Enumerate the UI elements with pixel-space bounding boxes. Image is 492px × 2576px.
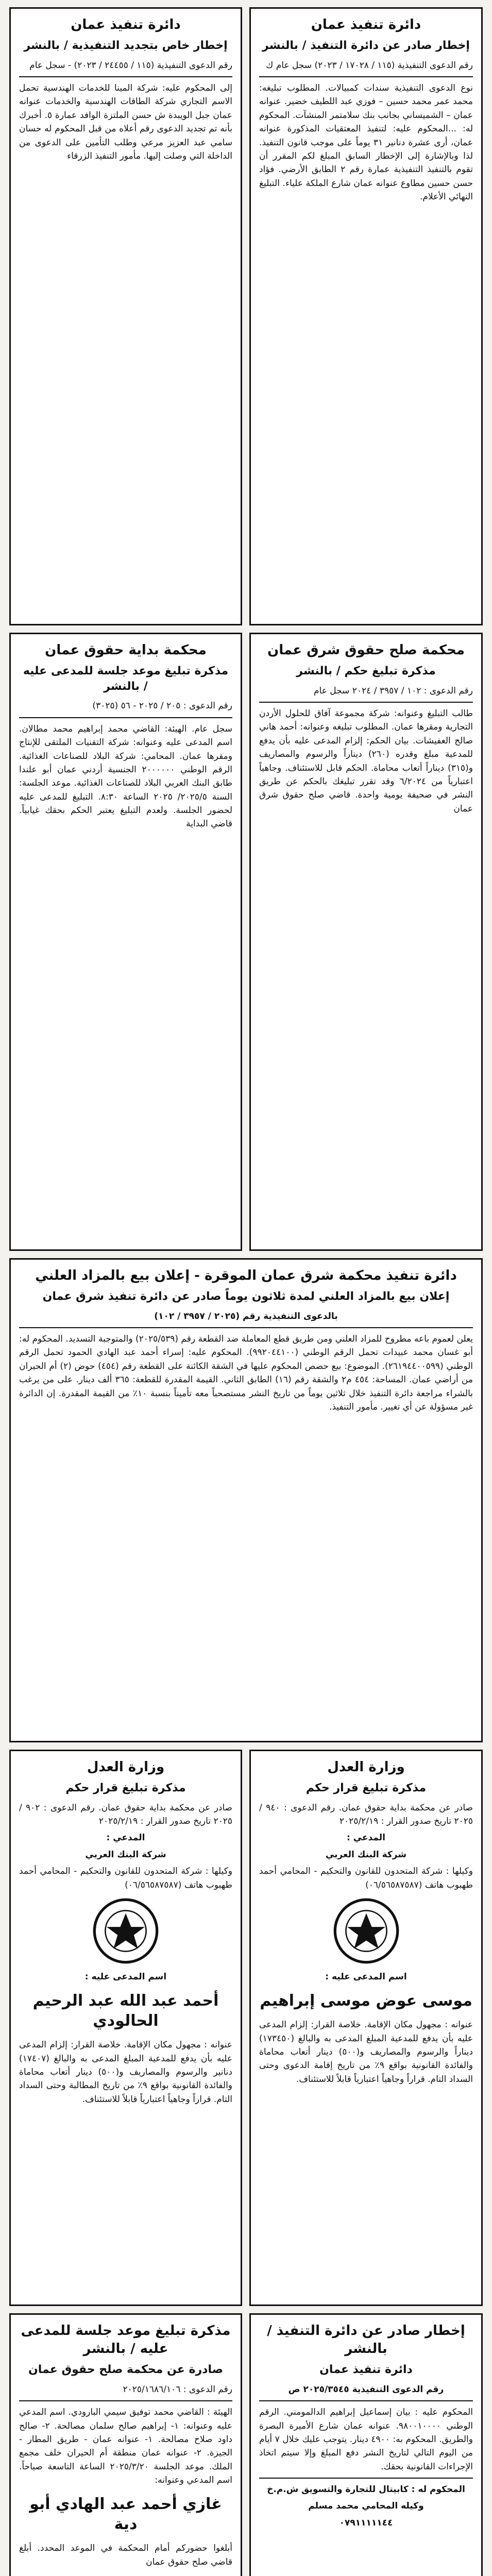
notice-title: مذكرة تبليغ قرار حكم: [306, 1782, 427, 1795]
notice-case-number: رقم الدعوى : ١٠٢ / ٣٩٥٧ / ٢٠٢٤ سجل عام: [314, 685, 473, 696]
notice-header: دائرة تنفيذ محكمة شرق عمان الموقرة - إعلان بيع بالمزاد العلني: [35, 1268, 457, 1283]
row-2: [9, 633, 483, 1251]
notice-title: دائرة تنفيذ عمان: [319, 2363, 413, 2377]
plaintiff-label: المدعي :: [106, 1833, 145, 1843]
notice-enforcement-publishing: [9, 7, 242, 625]
notice-header: دائرة تنفيذ عمان: [311, 17, 421, 32]
notice-body: عنوانه : مجهول مكان الإقامة. خلاصة القرار: إلزام المدعى عليه بأن يدفع للمدعية المبلغ المدعى به والبالغ (١٧٣٤٥٠) ديناراً والرسوم والمصاريف و(٥٠٠) دينار أتعاب محاماة والفائدة القانونية بواقع ٩٪ من تاريخ إقامة الدعوى وحتى السداد التام. قراراً وجاهياً اعتبارياً قابلاً للاستئناف.: [259, 2020, 473, 2084]
notice-body: عنوانه : مجهول مكان الإقامة. خلاصة القرار: إلزام المدعى عليه بأن يدفع للمدعية المبلغ المدعى به والبالغ (١٧٤٠٧) دنانير والرسوم والمصاريف و(٥٠٠) دينار أتعاب محاماة والفائدة القانونية بواقع ٩٪ من تاريخ المطالبة وحتى السداد التام. قراراً وجاهياً اعتبارياً قابلاً للاستئناف.: [19, 2040, 232, 2105]
notice-footer: أبلغوا حضوركم أمام المحكمة في الموعد المحدد. أبلغ قاضي صلح حقوق عمان: [19, 2543, 232, 2567]
beneficiary-name: المحكوم له : كابيتال للتجارة والتسويق ش.م.خ: [267, 2484, 465, 2495]
notice-case-number: رقم الدعوى : ٢٠٥ / ٢٠٢٥ - ٥٦ (٣٠٢٥): [92, 701, 232, 711]
notice-body: المحكوم عليه : بيان إسماعيل إبراهيم الدالمومني. الرقم الوطني ٩٨٠٠١٠٠٠٠. عنوانه عمان شارع الأميرة البصرة والطريق. المحكوم به: ٤٩٠٠ دينار. يتوجب عليك خلال ٧ أيام من اليوم التالي لتاريخ النشر دفع المبلغ وإلا سيتم اتخاذ الإجراءات القانونية بحقك.: [259, 2407, 473, 2472]
notice-case-number: صادر عن محكمة بداية حقوق عمان. رقم الدعوى : ٩٠٢ / ٢٠٢٥ تاريخ صدور القرار : ٢٠٢٥/٢/١٩: [19, 1802, 232, 1827]
defendant-label: اسم المدعى عليه :: [325, 1971, 407, 1982]
defendant-label: اسم المدعى عليه :: [84, 1971, 167, 1982]
divider: [259, 2400, 473, 2401]
divider: [259, 702, 473, 703]
notice-case-number: صادر عن محكمة بداية حقوق عمان. رقم الدعوى : ٩٤٠ / ٢٠٢٥ تاريخ صدور القرار : ٢٠٢٥/٢/١٩: [259, 1802, 473, 1827]
plaintiff-agent: وكيلها : شركة المتحدون للقانون والتحكيم - المحامي أحمد طهبوب هاتف (٠٦/٥٦٥٨٧٥٨٧): [19, 1866, 232, 1890]
notice-header: وزارة العدل: [87, 1759, 165, 1775]
plaintiff-agent: وكيلها : شركة المتحدون للقانون والتحكيم - المحامي أحمد طهبوب هاتف (٠٦/٥٦٥٨٧٥٨٧): [259, 1866, 473, 1890]
beneficiary-agent: وكيله المحامي محمد مسلم: [308, 2501, 424, 2512]
divider: [259, 76, 473, 77]
notice-body: يعلن لعموم باعه مطروح للمزاد العلني ومن طريق قطع المعاملة ضد القطعة رقم (٢٠٢٥/٥٣٩) والمتوجبة التسديد. المحكوم له: أبو غسان محمد عبيدات تحمل الرقم الوطني (٩٩٢٠٤٤١٠٠). المحكوم عليه: إسراء أحمد عبد الهادي الحمود تحمل الرقم الوطني (٢٦١٩٤٤٠٠٥٩٩). الموضوع: بيع حصص المحكوم عليها في الشقة الكائنة على القطعة رقم (٤٥٤) حوض (٢) أم الحيران من أراضي عمان. المساحة: ٤٥٤ م٢ والشقة رقم (١٦) الطابق الثاني. القيمة المقدرة للقطعة: ٣٦٥ ألف دينار. على من يرغب بالشراء مراجعة دائرة التنفيذ خلال ثلاثين يوماً من تاريخ النشر مستصحباً معه تأميناً بنسبة ١٠٪ من القيمة المقدرة. إن الدائرة غير مسؤولة عن أي تغيير. مأمور التنفيذ.: [19, 1334, 473, 1412]
notice-body: الهيئة : القاضي محمد توفيق سيمي البارودي. اسم المدعي عليه وعنوانه: ١- إبراهيم صالح سلمان مصالحة. ٢- صالح داود صلاح مصالحة. ١- عنوانه عمان - طريق المطار - الجيزة. ٢- عنوانه عمان منطقة أم الحيران خلف مجمع الملك. موعد الجلسة ٢٠٢٥/٣/٢٠ الساعة التاسعة صباحاً. اسم المدعي وعنوانه:: [19, 2407, 233, 2485]
notice-title: إخطار صادر عن دائرة التنفيذ / بالنشر: [262, 39, 470, 53]
notice-enforcement-amman: [249, 7, 483, 625]
notice-enforcement-capital: [249, 2313, 483, 2576]
notice-body: طالب التبليغ وعنوانه: شركة مجموعة آفاق للحلول الأردن التجارية ومقرها عمان. المطلوب تبليغه وعنوانه: أحمد هاني صالح العفيشات. بيان الحكم: إلزام المدعى عليه بأن يدفع للمدعية مبلغ وقدره (٢٦٠) ديناراً والرسوم والمصاريف و(٣١٥) ديناراً أتعاب محاماة. الحكم قابل للاستئناف. وجاهياً اعتبارياً من ٦/٢٠٢٤ وقد تقرر تبليغك بالحكم عن طريق النشر في صحيفة يومية واحدة. قاضي صلح حقوق شرق عمان: [259, 708, 473, 814]
beneficiary-phone: ٠٧٩١١١١١٤٤: [339, 2517, 393, 2528]
notice-judgment-east-amman: [249, 633, 483, 1251]
notice-body: إلى المحكوم عليه: شركة المينا للخدمات الهندسية تحمل الاسم التجاري شركة الطاقات الهندسية والخدمات عنوانه عمان جبل الويبدة ش حسن الملتزة الوافد عمارة ٥. أخبرك بأنه تم تجديد الدعوى رقم أعلاه من قبل المحكوم له حسان سامي عبد العزيز مرعي وطلب التأمين على الدعوى من الداخلة التي وصلت إليها. مأمور التنفيذ الزرقاء: [19, 83, 233, 161]
notice-body: نوع الدعوى التنفيذية سندات كمبيالات. المطلوب تبليغه: محمد عمر محمد حسين – فوزي عبد اللطيف خضير. عنوانه عمان – الشميساني بجانب بنك سلامتمر المنشآت. المحكوم له: ...المحكوم عليه: لتنفيذ المعتقيات المذكورة عنوانه عمان، أرى عشرة دنانير ٣١ يوماً على موجب قانون التنفيذ. لذا وبالإشارة إلى الإخطار السابق المبلغ لكم المقرر أن تقوم بالتنفيذ التنفيذية عمارة رقم ٢ الطابق الأرضي. فؤاد حسن حسين مطاوع عنوانه عمان شارع الملكة علياء. التبليغ النهائي الأعلام.: [259, 83, 473, 202]
plaintiff-label: المدعي :: [347, 1833, 385, 1843]
divider: [19, 717, 232, 718]
row-5: [9, 2313, 483, 2576]
notice-title: مذكرة تبليغ موعد جلسة للمدعى عليه / بالنشر: [23, 665, 229, 693]
notice-hearing-first-instance: [9, 633, 242, 1251]
defendant-name: موسى عوض موسى إبراهيم: [260, 1992, 472, 2010]
notice-case-number: بالدعوى التنفيذية رقم (٢٠٢٥ / ٣٩٥٧ / ١٠٢): [154, 1311, 338, 1321]
notice-title: مذكرة تبليغ حكم / بالنشر: [296, 665, 436, 678]
notice-public-auction: [9, 1258, 483, 1742]
plaintiff-name: شركة البنك العربي: [325, 1849, 407, 1860]
notice-body: سجل عام. الهيئة: القاضي محمد إبراهيم محمد مطالان. اسم المدعى عليه وعنوانه: شركة التقنيات الملتقى للإنتاج ومقرها عمان. المحامي: شركة البلاد للصناعات الغذائية. الرقم الوطني ٢٠٠٠٠٠٠ الجنسية أردني عمان أبو علندا طابق البنك العربي البلاد للصناعات الغذائية. موعد الجلسة: السنة ٢٠٢٥/٥/ ٢٠٢٥ الساعة ٨:٣٠. التبليغ للمدعى عليه لحضور الجلسة. ولعدم التبليغ يعتبر الحكم بحقك غيابياً. قاضي البداية: [19, 723, 233, 829]
plaintiff-name: شركة البنك العربي: [85, 1849, 166, 1860]
plaintiff-name: غازي أحمد عبد الهادي أبو دية: [29, 2495, 222, 2534]
defendant-name: أحمد عبد الله عبد الرحيم الحالودي: [32, 1992, 219, 2030]
ministry-emblem-icon: [92, 1897, 160, 1965]
notice-hearing-magistrate: [9, 2313, 242, 2576]
notice-title: إعلان بيع بالمزاد العلني لمدة ثلاثون يوماً صادر عن دائرة تنفيذ شرق عمان: [42, 1290, 450, 1303]
divider: [19, 2400, 232, 2401]
notice-title: إخطار خاص بتجديد التنفيذية / بالنشر: [24, 39, 228, 53]
notice-judgment-bank-1: [9, 1750, 242, 2306]
notice-case-number: رقم الدعوى : ٢٠٢٥/١٦٨٦/١٠٦: [123, 2384, 232, 2395]
notice-header: محكمة صلح حقوق شرق عمان: [267, 642, 465, 658]
notice-header: وزارة العدل: [327, 1759, 405, 1775]
notice-case-number: رقم الدعوى التنفيذية (١١٥ / ٢٤٤٥٥ / ٢٠٢٣) - سجل عام: [29, 60, 232, 71]
ministry-emblem-icon: [332, 1897, 400, 1965]
notice-case-number: رقم الدعوى التنفيذية (١١٥ / ١٧٠٢٨ / ٢٠٢٣) سجل عام ك: [266, 60, 473, 71]
divider: [19, 1327, 473, 1328]
divider: [19, 76, 232, 77]
notice-header: إخطار صادر عن دائرة التنفيذ / بالنشر: [267, 2323, 465, 2357]
notice-header: دائرة تنفيذ عمان: [71, 17, 181, 32]
notice-title: صادرة عن محكمة صلح حقوق عمان: [28, 2363, 223, 2377]
notice-header: محكمة بداية حقوق عمان: [45, 642, 207, 658]
notice-judgment-bank-2: [249, 1750, 483, 2306]
row-4: [9, 1750, 483, 2306]
divider: [259, 2478, 473, 2479]
notice-case-number: رقم الدعوى التنفيذية ٢٠٢٥/٣٥٤٥ ص: [288, 2384, 444, 2395]
notice-header: مذكرة تبليغ موعد جلسة للمدعى عليه / بالنشر: [21, 2323, 231, 2357]
row-1: [9, 7, 483, 625]
notice-title: مذكرة تبليغ قرار حكم: [65, 1782, 186, 1795]
